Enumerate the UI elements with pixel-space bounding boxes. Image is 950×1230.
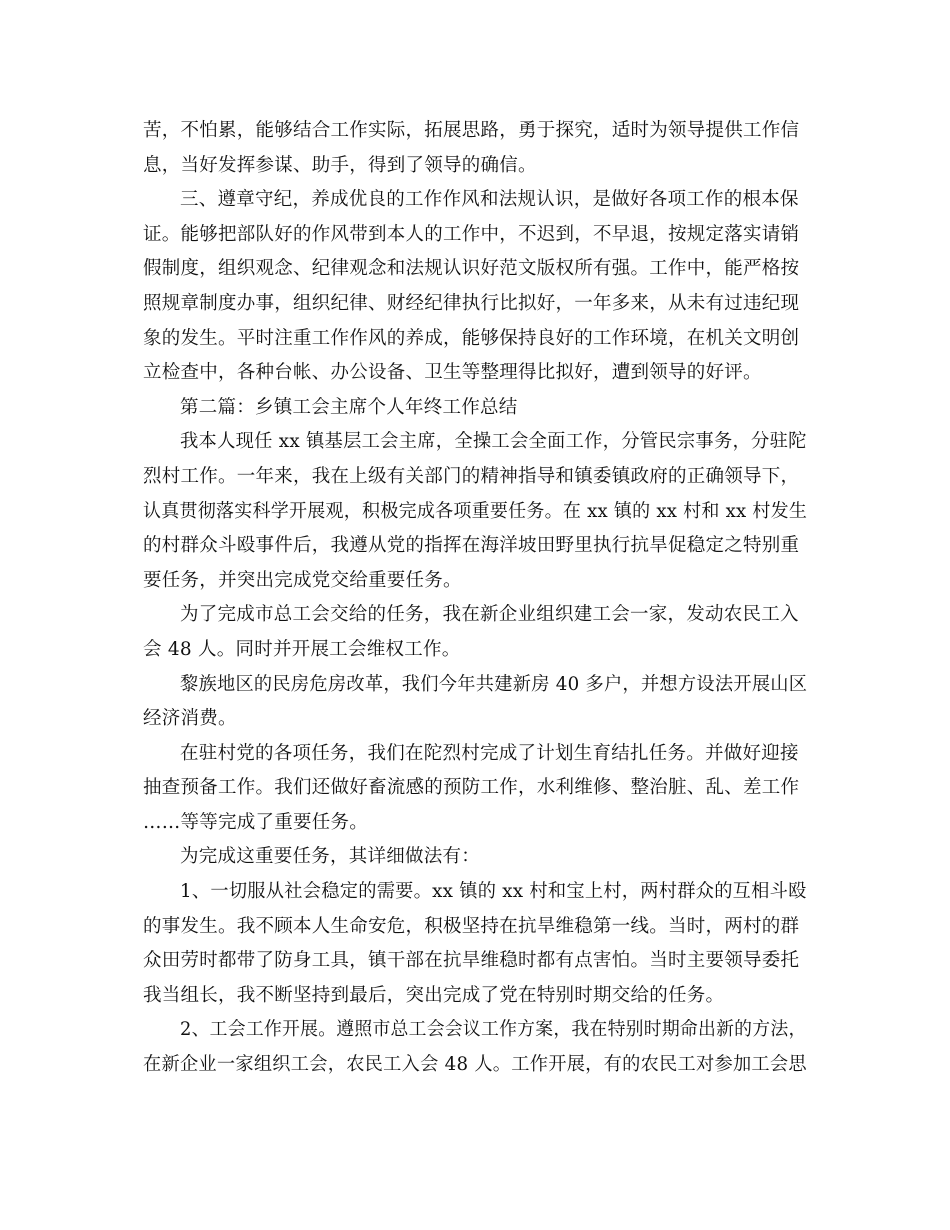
text-line: 的村群众斗殴事件后，我遵从党的指挥在海洋坡田野里执行抗旱促稳定之特别重 bbox=[143, 535, 800, 557]
text-line: 会 48 人。同时并开展工会维权工作。 bbox=[143, 638, 461, 660]
paragraph-start-line: 在驻村党的各项任务，我们在陀烈村完成了计划生育结扎任务。并做好迎接 bbox=[180, 742, 799, 764]
text-line: 众田劳时都带了防身工具，镇干部在抗旱维稳时都有点害怕。当时主要领导委托 bbox=[143, 950, 800, 972]
text-line: 在新企业一家组织工会，农民工入会 48 人。工作开展，有的农民工对参加工会思 bbox=[143, 1054, 807, 1076]
document-body bbox=[143, 114, 807, 1083]
text-line: 假制度，组织观念、纪律观念和法规认识好范文版权所有强。工作中，能严格按 bbox=[143, 258, 800, 280]
text-line: 烈村工作。一年来，我在上级有关部门的精神指导和镇委镇政府的正确领导下， bbox=[143, 465, 800, 487]
text-line: 照规章制度办事，组织纪律、财经纪律执行比拟好，一年多来，从未有过违纪现 bbox=[143, 292, 800, 314]
paragraph-start-line: 我本人现任 xx 镇基层工会主席，全操工会全面工作，分管民宗事务，分驻陀 bbox=[180, 431, 807, 453]
text-line: 证。能够把部队好的作风带到本人的工作中，不迟到，不早退，按规定落实请销 bbox=[143, 223, 800, 245]
paragraph-start-line: 1、一切服从社会稳定的需要。xx 镇的 xx 村和宝上村，两村群众的互相斗殴 bbox=[180, 881, 807, 903]
text-line: 经济消费。 bbox=[143, 708, 237, 730]
text-line: 息，当好发挥参谋、助手，得到了领导的确信。 bbox=[143, 154, 537, 176]
text-line: ……等等完成了重要任务。 bbox=[143, 811, 369, 833]
paragraph-start-line: 黎族地区的民房危房改革，我们今年共建新房 40 多户，并想方设法开展山区 bbox=[180, 673, 808, 695]
paragraph-start-line: 为完成这重要任务，其详细做法有： bbox=[180, 846, 481, 868]
text-line: 苦，不怕累，能够结合工作实际，拓展思路，勇于探究，适时为领导提供工作信 bbox=[143, 120, 800, 141]
paragraph-start-line: 2、工会工作开展。遵照市总工会会议工作方案，我在特别时期命出新的方法， bbox=[180, 1019, 807, 1041]
text-line: 认真贯彻落实科学开展观，积极完成各项重要任务。在 xx 镇的 xx 村和 xx 村发生 bbox=[143, 500, 808, 522]
text-line: 要任务，并突出完成党交给重要任务。 bbox=[143, 569, 462, 591]
paragraph-start-line: 三、遵章守纪，养成优良的工作作风和法规认识，是做好各项工作的根本保 bbox=[180, 189, 799, 211]
text-line: 的事发生。我不顾本人生命安危，积极坚持在抗旱维稳第一线。当时，两村的群 bbox=[143, 915, 800, 937]
text-line: 立检查中，各种台帐、办公设备、卫生等整理得比拟好，遭到领导的好评。 bbox=[143, 362, 762, 384]
text-line: 抽查预备工作。我们还做好畜流感的预防工作，水利维修、整治脏、乱、差工作 bbox=[143, 777, 800, 799]
section-heading: 第二篇：乡镇工会主席个人年终工作总结 bbox=[180, 396, 518, 418]
paragraph-start-line: 为了完成市总工会交给的任务，我在新企业组织建工会一家，发动农民工入 bbox=[180, 604, 799, 626]
text-line: 象的发生。平时注重工作作风的养成，能够保持良好的工作环境，在机关文明创 bbox=[143, 327, 800, 349]
text-line: 我当组长，我不断坚持到最后，突出完成了党在特别时期交给的任务。 bbox=[143, 984, 725, 1006]
